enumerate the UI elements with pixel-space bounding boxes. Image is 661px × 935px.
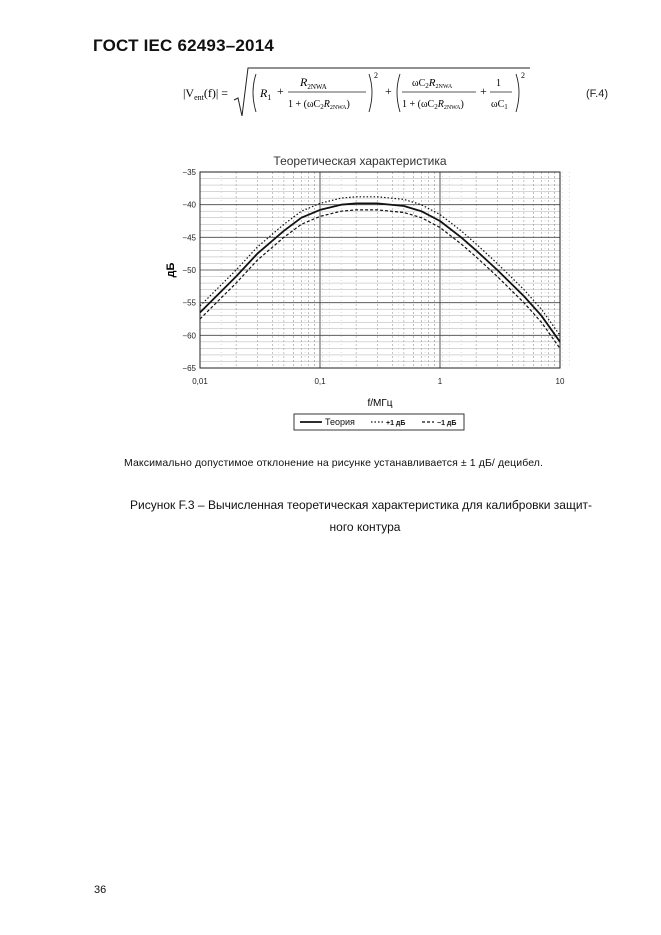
- x-axis-label: f/МГц: [367, 398, 393, 409]
- y-axis-label: дБ: [165, 262, 177, 278]
- chart-series: [200, 197, 560, 349]
- y-tick-label: −55: [182, 298, 196, 308]
- formula-graphic: [178, 64, 608, 122]
- formula-plus-2: +: [385, 84, 392, 98]
- legend-label: +1 дБ: [386, 420, 406, 427]
- fraction1-denominator: $1 + (\omega C_2R_{2NWA})$: [288, 99, 350, 111]
- y-tick-label: −60: [182, 331, 196, 341]
- x-tick-label: 0,1: [314, 377, 326, 386]
- exponent-2: 2: [521, 71, 525, 80]
- formula-f4: [178, 64, 608, 122]
- equation-number: (F.4): [586, 88, 608, 100]
- y-tick-label: −65: [182, 364, 196, 373]
- x-tick-label: 0,01: [192, 377, 208, 386]
- chart-grid: [200, 172, 570, 368]
- formula-lhs: $|V_{ent}(f)|$ =: [183, 86, 229, 102]
- bracket-close-2: [516, 74, 519, 112]
- fraction1-numerator: $R_{2NWA}$: [300, 75, 327, 91]
- y-tick-label: −45: [182, 233, 196, 243]
- fraction2-denominator: $1 + (\omega C_2R_{2NWA})$: [402, 99, 464, 111]
- chart-title: Теоретическая характеристика: [273, 154, 447, 168]
- fraction3-denominator: $\omega C_1$: [491, 99, 508, 111]
- chart-tick-labels: [182, 168, 565, 386]
- bracket-open-2: [397, 74, 400, 112]
- formula-plus-1: +: [277, 84, 284, 98]
- fraction3-numerator: 1: [496, 78, 501, 89]
- y-tick-label: −35: [182, 168, 196, 177]
- bracket-close-1: [369, 74, 372, 112]
- formula-r1: $R_1$: [260, 86, 272, 102]
- chart-legend: [294, 414, 464, 430]
- exponent-1: 2: [374, 71, 378, 80]
- legend-label: −1 дБ: [437, 420, 457, 427]
- y-tick-label: −50: [182, 266, 196, 275]
- document-header: ГОСТ IEC 62493–2014: [93, 36, 275, 55]
- x-tick-label: 1: [437, 377, 443, 386]
- page-number: 36: [94, 884, 107, 896]
- legend-label: Теория: [325, 417, 355, 427]
- bracket-open-1: [253, 74, 256, 112]
- y-tick-label: −40: [182, 200, 196, 210]
- fraction2-numerator: $\omega C_2R_{2NWA}$: [412, 77, 453, 90]
- x-tick-label: 10: [555, 377, 565, 386]
- chart-svg: [160, 152, 580, 442]
- figure-caption: [130, 494, 600, 538]
- theoretical-characteristic-chart: [160, 152, 580, 442]
- figure-caption-line-1: Рисунок F.3 – Вычисленная теоретическая характеристика для калибровки защит-: [130, 498, 593, 512]
- formula-plus-3: +: [480, 84, 487, 98]
- figure-caption-line-2: ного контура: [329, 520, 401, 534]
- deviation-note: Максимально допустимое отклонение на рисунке устанавливается ± 1 дБ/ децибел.: [124, 457, 544, 469]
